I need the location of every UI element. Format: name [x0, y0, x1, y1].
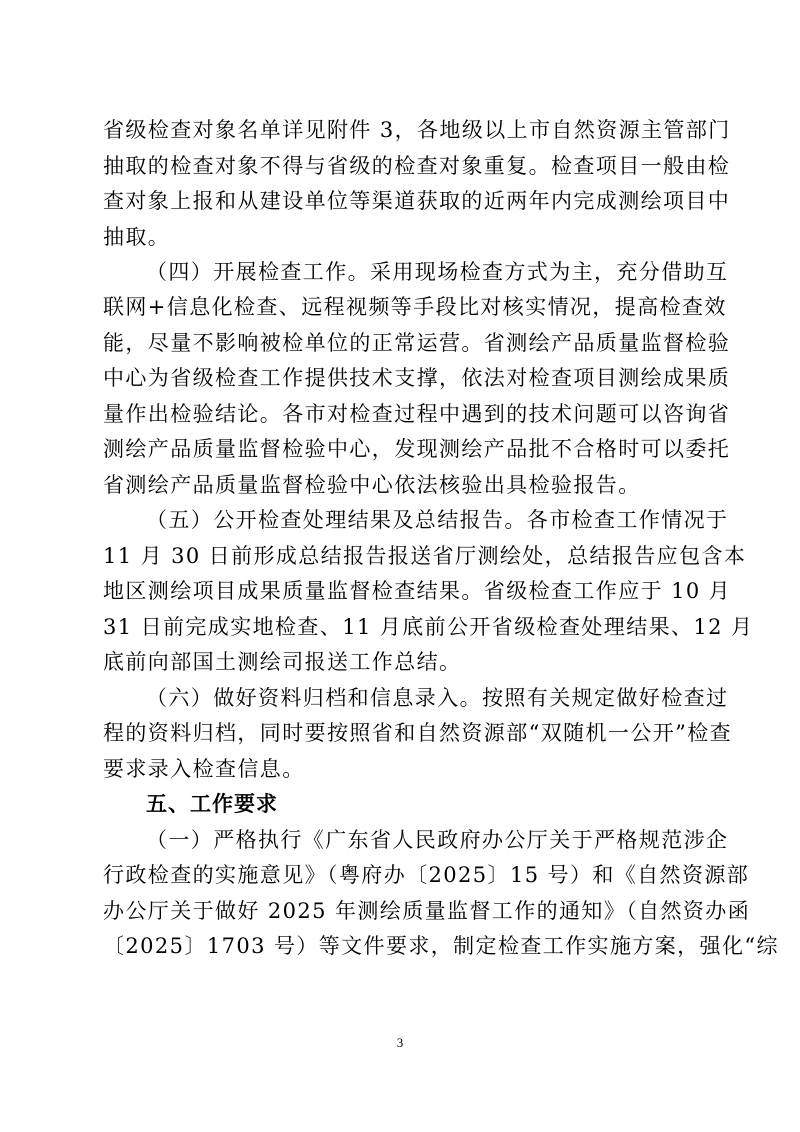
body-line: 查对象上报和从建设单位等渠道获取的近两年内完成测绘项目中: [103, 189, 731, 213]
body-line: 11 月 30 日前形成总结报告报送省厅测绘处，总结报告应包含本: [103, 544, 747, 568]
body-line: 地区测绘项目成果质量监督检查结果。省级检查工作应于 10 月: [103, 579, 732, 603]
body-line: 〔2025〕1703 号）等文件要求，制定检查工作实施方案，强化“综: [103, 934, 779, 958]
body-line: 程的资料归档，同时要按照省和自然资源部“双随机一公开”检查: [103, 721, 733, 745]
body-line: 31 日前完成实地检查、11 月底前公开省级检查处理结果、12 月: [103, 615, 754, 639]
body-line: 中心为省级检查工作提供技术支撑，依法对检查项目测绘成果质: [103, 366, 731, 390]
body-line: 联网+信息化检查、远程视频等手段比对核实情况，提高检查效: [103, 295, 727, 319]
body-line: （五）公开检查处理结果及总结报告。各市检查工作情况于: [146, 508, 729, 532]
body-line: 要求录入检查信息。: [103, 757, 305, 781]
body-line: 量作出检验结论。各市对检查过程中遇到的技术问题可以咨询省: [103, 402, 731, 426]
body-line: （六）做好资料归档和信息录入。按照有关规定做好检查过: [146, 686, 729, 710]
body-line: （一）严格执行《广东省人民政府办公厅关于严格规范涉企: [146, 828, 729, 852]
body-line: 抽取的检查对象不得与省级的检查对象重复。检查项目一般由检: [103, 154, 731, 178]
body-line: 省级检查对象名单详见附件 3，各地级以上市自然资源主管部门: [103, 118, 731, 142]
body-line: 行政检查的实施意见》（粤府办〔2025〕15 号）和《自然资源部: [103, 863, 750, 887]
section-heading: 五、工作要求: [146, 792, 278, 816]
body-line: 省测绘产品质量监督检验中心依法核验出具检验报告。: [103, 473, 641, 497]
body-line: 底前向部国土测绘司报送工作总结。: [103, 650, 462, 674]
body-line: 测绘产品质量监督检验中心，发现测绘产品批不合格时可以委托: [103, 437, 731, 461]
body-line: 办公厅关于做好 2025 年测绘质量监督工作的通知》（自然资办函: [103, 899, 751, 923]
body-line: 能，尽量不影响被检单位的正常运营。省测绘产品质量监督检验: [103, 331, 731, 355]
body-line: （四）开展检查工作。采用现场检查方式为主，充分借助互: [146, 260, 729, 284]
body-line: 抽取。: [103, 225, 171, 249]
page-number: 3: [396, 1035, 404, 1050]
